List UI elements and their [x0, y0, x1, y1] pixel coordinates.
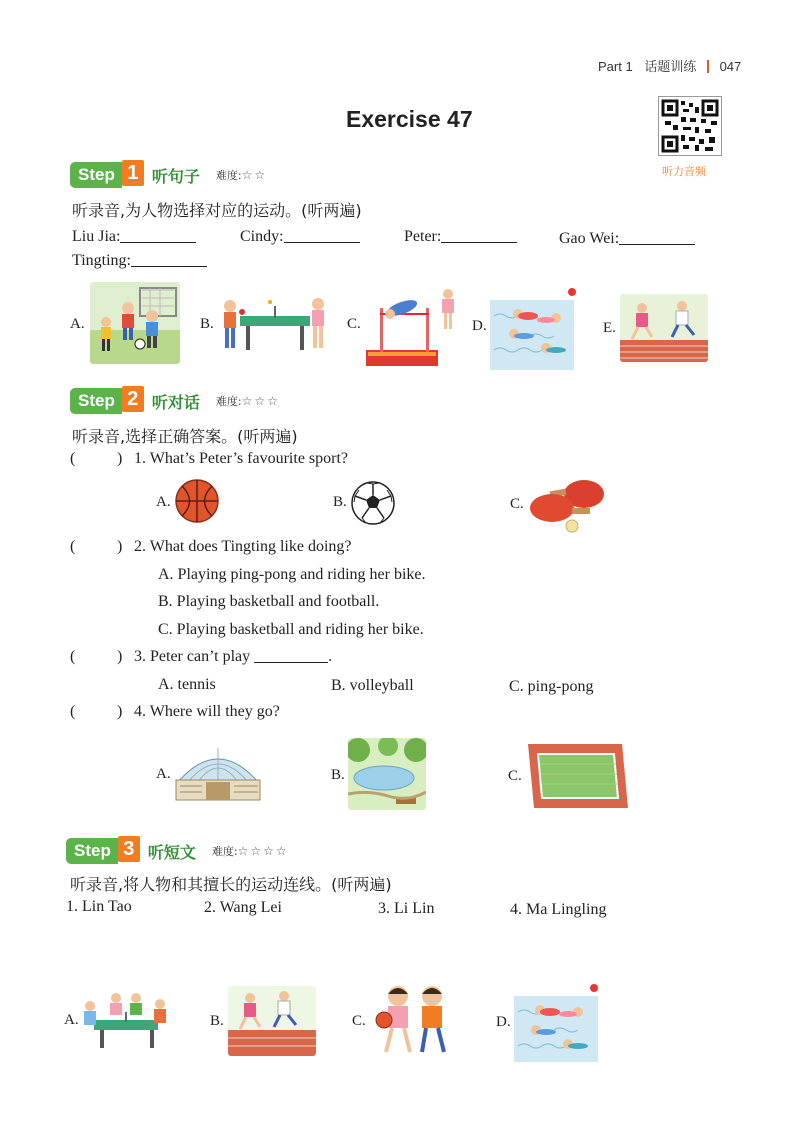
soccer-ball-picture[interactable] — [350, 480, 396, 526]
answer-blank[interactable] — [254, 662, 328, 663]
option-label: B. — [333, 494, 347, 510]
question-3-period: . — [328, 648, 333, 665]
person-lin-tao[interactable]: 1. Lin Tao — [66, 898, 132, 915]
step1-instruction: 听录音,为人物选择对应的运动。(听两遍) — [72, 201, 362, 220]
question-3-text: 3. Peter can’t play — [134, 648, 251, 665]
step3-instruction: 听录音,将人物和其擅长的运动连线。(听两遍) — [70, 875, 392, 894]
answer-paren-close: ) — [117, 648, 123, 665]
question-1: 1. What’s Peter’s favourite sport? — [134, 450, 349, 467]
page-header — [598, 56, 741, 75]
option-label: A. — [70, 316, 85, 332]
soccer-picture[interactable] — [90, 282, 180, 364]
answer-blank[interactable] — [619, 244, 695, 245]
question-2: 2. What does Tingting like doing? — [134, 538, 352, 555]
step2-stars: ☆☆☆ — [241, 394, 280, 408]
part-label: Part 1 — [598, 59, 633, 74]
name-peter — [404, 228, 517, 246]
answer-paren-close: ) — [117, 538, 123, 555]
person-ma-lingling[interactable]: 4. Ma Lingling — [510, 901, 607, 918]
step3-difficulty: 难度: — [211, 845, 238, 858]
name-label: Gao Wei: — [559, 230, 620, 247]
person-li-lin[interactable]: 3. Li Lin — [378, 900, 435, 917]
swimming-picture[interactable] — [490, 286, 580, 372]
question-4: 4. Where will they go? — [134, 703, 280, 720]
step2-difficulty: 难度: — [215, 395, 242, 408]
page-number: 047 — [719, 59, 742, 74]
step3-label: 听短文 — [147, 842, 196, 862]
swimmers-picture[interactable] — [514, 984, 602, 1064]
answer-paren[interactable]: ( — [70, 450, 76, 467]
step3-word: Step — [66, 838, 118, 864]
option-label: D. — [472, 318, 487, 334]
name-tingting — [72, 252, 207, 270]
qr-code-icon[interactable] — [658, 96, 722, 156]
name-gao-wei — [559, 230, 695, 248]
option-label: C. — [352, 1013, 366, 1029]
q2-option-a[interactable]: A. Playing ping-pong and riding her bike. — [158, 566, 426, 583]
stadium-picture[interactable] — [172, 742, 264, 804]
option-label: B. — [210, 1013, 224, 1029]
question-3 — [134, 648, 332, 666]
step2-label: 听对话 — [151, 392, 200, 412]
q3-option-c[interactable]: C. ping-pong — [509, 678, 594, 695]
option-label: B. — [331, 767, 345, 783]
ping-pong-picture[interactable] — [218, 292, 330, 356]
option-label: C. — [347, 316, 361, 332]
step1-word: Step — [70, 162, 122, 188]
answer-blank[interactable] — [284, 242, 360, 243]
park-picture[interactable] — [348, 738, 426, 810]
person-wang-lei[interactable]: 2. Wang Lei — [204, 899, 282, 916]
option-label: D. — [496, 1014, 511, 1030]
name-label: Tingting: — [72, 252, 131, 269]
option-label: C. — [510, 496, 524, 512]
answer-blank[interactable] — [120, 242, 196, 243]
name-label: Peter: — [404, 228, 442, 245]
option-label: C. — [508, 768, 522, 784]
topic-label: 话题训练 — [644, 59, 697, 74]
q2-option-c[interactable]: C. Playing basketball and riding her bike. — [158, 621, 424, 638]
step1-heading — [70, 162, 267, 188]
step1-label: 听句子 — [151, 166, 200, 186]
basketball-kids-picture[interactable] — [368, 982, 464, 1060]
step2-heading — [70, 388, 280, 414]
race-picture[interactable] — [228, 986, 316, 1056]
running-picture[interactable] — [620, 294, 708, 362]
step2-instruction: 听录音,选择正确答案。(听两遍) — [72, 427, 298, 446]
step1-stars: ☆☆ — [241, 168, 268, 182]
step3-heading — [66, 838, 289, 864]
q3-option-a[interactable]: A. tennis — [158, 676, 216, 693]
option-label: A. — [156, 766, 171, 782]
option-label: A. — [64, 1012, 79, 1028]
sports-field-picture[interactable] — [526, 740, 630, 812]
page-title: Exercise 47 — [346, 106, 473, 132]
step1-number: 1 — [122, 160, 144, 186]
step2-number: 2 — [122, 386, 144, 412]
high-jump-picture[interactable] — [364, 284, 460, 370]
answer-blank[interactable] — [441, 242, 517, 243]
option-label: A. — [156, 494, 171, 510]
basketball-picture[interactable] — [174, 478, 220, 524]
step2-word: Step — [70, 388, 122, 414]
q3-option-b[interactable]: B. volleyball — [331, 677, 414, 694]
q2-option-b[interactable]: B. Playing basketball and football. — [158, 593, 380, 610]
answer-paren[interactable]: ( — [70, 703, 76, 720]
name-label: Liu Jia: — [72, 228, 121, 245]
answer-paren[interactable]: ( — [70, 538, 76, 555]
option-label: B. — [200, 316, 214, 332]
name-liu-jia — [72, 228, 196, 246]
step3-stars: ☆☆☆☆ — [237, 844, 289, 858]
answer-paren-close: ) — [117, 450, 123, 467]
answer-paren[interactable]: ( — [70, 648, 76, 665]
ping-pong-match-picture[interactable] — [80, 990, 172, 1052]
name-cindy — [240, 228, 360, 246]
name-label: Cindy: — [240, 228, 284, 245]
header-divider — [707, 60, 709, 73]
ping-pong-paddles-picture[interactable] — [528, 478, 606, 534]
step1-difficulty: 难度: — [215, 169, 242, 182]
qr-label: 听力音频 — [662, 165, 706, 178]
step3-number: 3 — [118, 836, 140, 862]
answer-blank[interactable] — [131, 266, 207, 267]
option-label: E. — [603, 320, 616, 336]
answer-paren-close: ) — [117, 703, 123, 720]
